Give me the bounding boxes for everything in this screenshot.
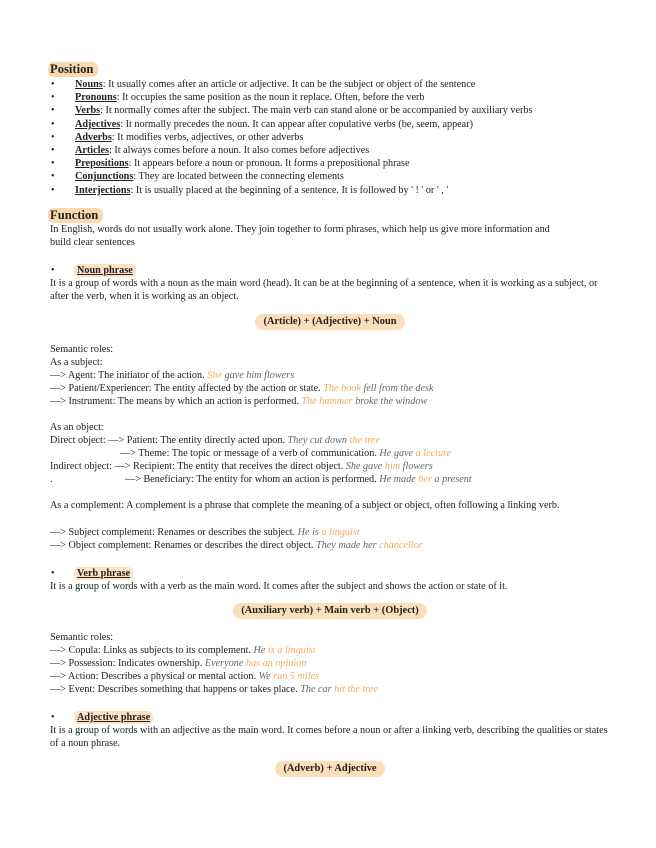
event-highlight: hit the tree [334, 684, 378, 695]
role-subject-complement [50, 526, 360, 539]
noun-phrase-formula-row [50, 314, 610, 330]
role-beneficiary-row [50, 473, 53, 486]
verb-phrase-formula: (Auxiliary verb) + Main verb + (Object) [233, 603, 426, 619]
position-item [50, 104, 610, 117]
role-direct-highlight: the tree [349, 435, 380, 446]
verb-phrase-heading-row [50, 567, 133, 580]
noun-phrase-desc: It is a group of words with a noun as the main word (head). It can be at the beginning of a sentence, when it is working as a subject, or after the verb, when it is working as an object. [50, 278, 598, 303]
position-heading: Position [48, 62, 98, 77]
position-term: Prepositions [75, 158, 129, 170]
position-desc: : It normally comes after the subject. The main verb can stand alone or be accompanied by auxiliary verbs [100, 105, 533, 117]
position-desc: : It occupies the same position as the noun it replace. Often, before the verb [116, 92, 425, 104]
position-desc: : It normally precedes the noun. It can appear after copulative verbs (be, seem, appear) [120, 118, 473, 130]
verb-phrase-heading: Verb phrase [74, 567, 133, 580]
verb-roles-label: Semantic roles: [50, 632, 114, 643]
position-term: Articles [75, 145, 109, 157]
role-direct-example: They cut down [287, 435, 350, 446]
event-example: The car [300, 684, 335, 695]
role-theme-example: He gave [379, 448, 416, 459]
noun-phrase-heading: Noun phrase [74, 264, 136, 277]
position-item [50, 144, 610, 157]
role-event [50, 683, 378, 696]
role-beneficiary-text: —> Beneficiary: The entity for whom an action is performed. [125, 474, 380, 485]
adjective-phrase-heading: Adjective phrase [74, 711, 153, 724]
function-section [50, 208, 103, 223]
position-term: Pronouns [75, 92, 117, 104]
possession-text: —> Possession: Indicates ownership. [50, 658, 205, 669]
position-section [50, 62, 98, 77]
verb-phrase-desc: It is a group of words with a verb as the main word. It comes after the subject and shows the action or state of it. [50, 581, 508, 592]
role-agent-example: gave him flowers [221, 370, 295, 381]
action-highlight: ran 5 miles [273, 671, 320, 682]
role-beneficiary-highlight: her [418, 474, 432, 485]
role-direct-patient [50, 434, 380, 447]
role-object-complement [50, 539, 423, 552]
position-desc: : They are located between the connecting elements [133, 171, 344, 183]
position-term: Nouns [75, 79, 103, 90]
role-beneficiary-example: He made [379, 474, 419, 485]
role-copula [50, 644, 316, 657]
subject-complement-highlight: a linguist [321, 527, 360, 538]
adjective-phrase-heading-row [50, 711, 153, 724]
role-recipient-rest: flowers [400, 461, 433, 472]
adjective-phrase-formula-row [50, 761, 610, 777]
role-direct-text: Direct object: —> Patient: The entity directly acted upon. [50, 435, 288, 446]
copula-example: He [253, 645, 268, 656]
object-complement-highlight: chancellor [379, 540, 423, 551]
role-agent [50, 369, 294, 382]
position-desc: : It is usually placed at the beginning of a sentence. It is followed by ' ! ' or ' , ' [130, 184, 449, 196]
role-instrument [50, 395, 427, 408]
position-item [50, 184, 610, 197]
role-instrument-example: broke the window [352, 396, 428, 407]
role-theme [120, 447, 451, 460]
noun-phrase-formula: (Article) + (Adjective) + Noun [255, 314, 404, 330]
role-theme-highlight: a lecture [415, 448, 452, 459]
verb-phrase-formula-row [50, 603, 610, 619]
role-recipient-text: Indirect object: —> Recipient: The entity that receives the direct object. [50, 461, 346, 472]
position-item [50, 170, 610, 183]
role-patient [50, 382, 434, 395]
position-item [50, 131, 610, 144]
role-beneficiary [125, 473, 472, 486]
event-text: —> Event: Describes something that happens or takes place. [50, 684, 301, 695]
position-term: Conjunctions [75, 171, 134, 183]
as-object-label: As an object: [50, 422, 104, 433]
position-item [50, 91, 610, 104]
as-subject-label: As a subject: [50, 357, 103, 368]
role-instrument-highlight: The hammer [301, 396, 353, 407]
subject-complement-example: He is [297, 527, 322, 538]
position-desc: : It modifies verbs, adjectives, or other adverbs [111, 131, 304, 143]
role-beneficiary-rest: a present [431, 474, 472, 485]
position-term: Adverbs [75, 131, 112, 143]
position-desc: : It appears before a noun or pronoun. It forms a prepositional phrase [128, 158, 410, 170]
position-term: Adjectives [75, 118, 121, 130]
position-desc: : It usually comes after an article or adjective. It can be the subject or object of the sentence [102, 79, 476, 90]
noun-phrase-heading-row [50, 264, 136, 277]
copula-text: —> Copula: Links as subjects to its complement. [50, 645, 254, 656]
possession-highlight: has an opinion [245, 658, 307, 669]
role-agent-highlight: She [207, 370, 222, 381]
position-term: Interjections [75, 184, 131, 196]
action-text: —> Action: Describes a physical or mental action. [50, 671, 259, 682]
subject-complement-text: —> Subject complement: Renames or describes the subject. [50, 527, 298, 538]
position-item [50, 78, 610, 91]
role-action [50, 670, 319, 683]
role-possession [50, 657, 306, 670]
complement-intro: As a complement: A complement is a phrase that complete the meaning of a subject or object, often following a linking verb. [50, 500, 560, 511]
copula-highlight: is a linguist [267, 645, 316, 656]
role-instrument-text: —> Instrument: The means by which an action is performed. [50, 396, 302, 407]
adjective-phrase-desc: It is a group of words with an adjective as the main word. It comes before a noun or after a linking verb, describing the qualities or states of a noun phrase. [50, 725, 608, 750]
adjective-phrase-formula: (Adverb) + Adjective [275, 761, 384, 777]
possession-example: Everyone [204, 658, 246, 669]
position-desc: : It always comes before a noun. It also comes before adjectives [108, 145, 370, 157]
role-recipient [50, 460, 433, 473]
object-complement-example: They made her [316, 540, 380, 551]
object-complement-text: —> Object complement: Renames or describes the direct object. [50, 540, 317, 551]
role-recipient-highlight: him [384, 461, 401, 472]
role-theme-text: —> Theme: The topic or message of a verb of communication. [120, 448, 380, 459]
stray-dot: . [50, 474, 53, 485]
position-item [50, 118, 610, 131]
position-term: Verbs [75, 105, 101, 117]
role-patient-text: —> Patient/Experiencer: The entity affected by the action or state. [50, 383, 324, 394]
function-heading: Function [48, 208, 103, 223]
action-example: We [258, 671, 274, 682]
function-intro: In English, words do not usually work alone. They join together to form phrases, which help us give more information and build clear sentences [50, 224, 550, 249]
role-recipient-example: She gave [345, 461, 385, 472]
position-list [50, 78, 610, 197]
noun-roles-label: Semantic roles: [50, 344, 114, 355]
position-item [50, 157, 610, 170]
role-patient-example: fell from the desk [360, 383, 434, 394]
role-agent-text: —> Agent: The initiator of the action. [50, 370, 208, 381]
role-patient-highlight: The book [323, 383, 361, 394]
